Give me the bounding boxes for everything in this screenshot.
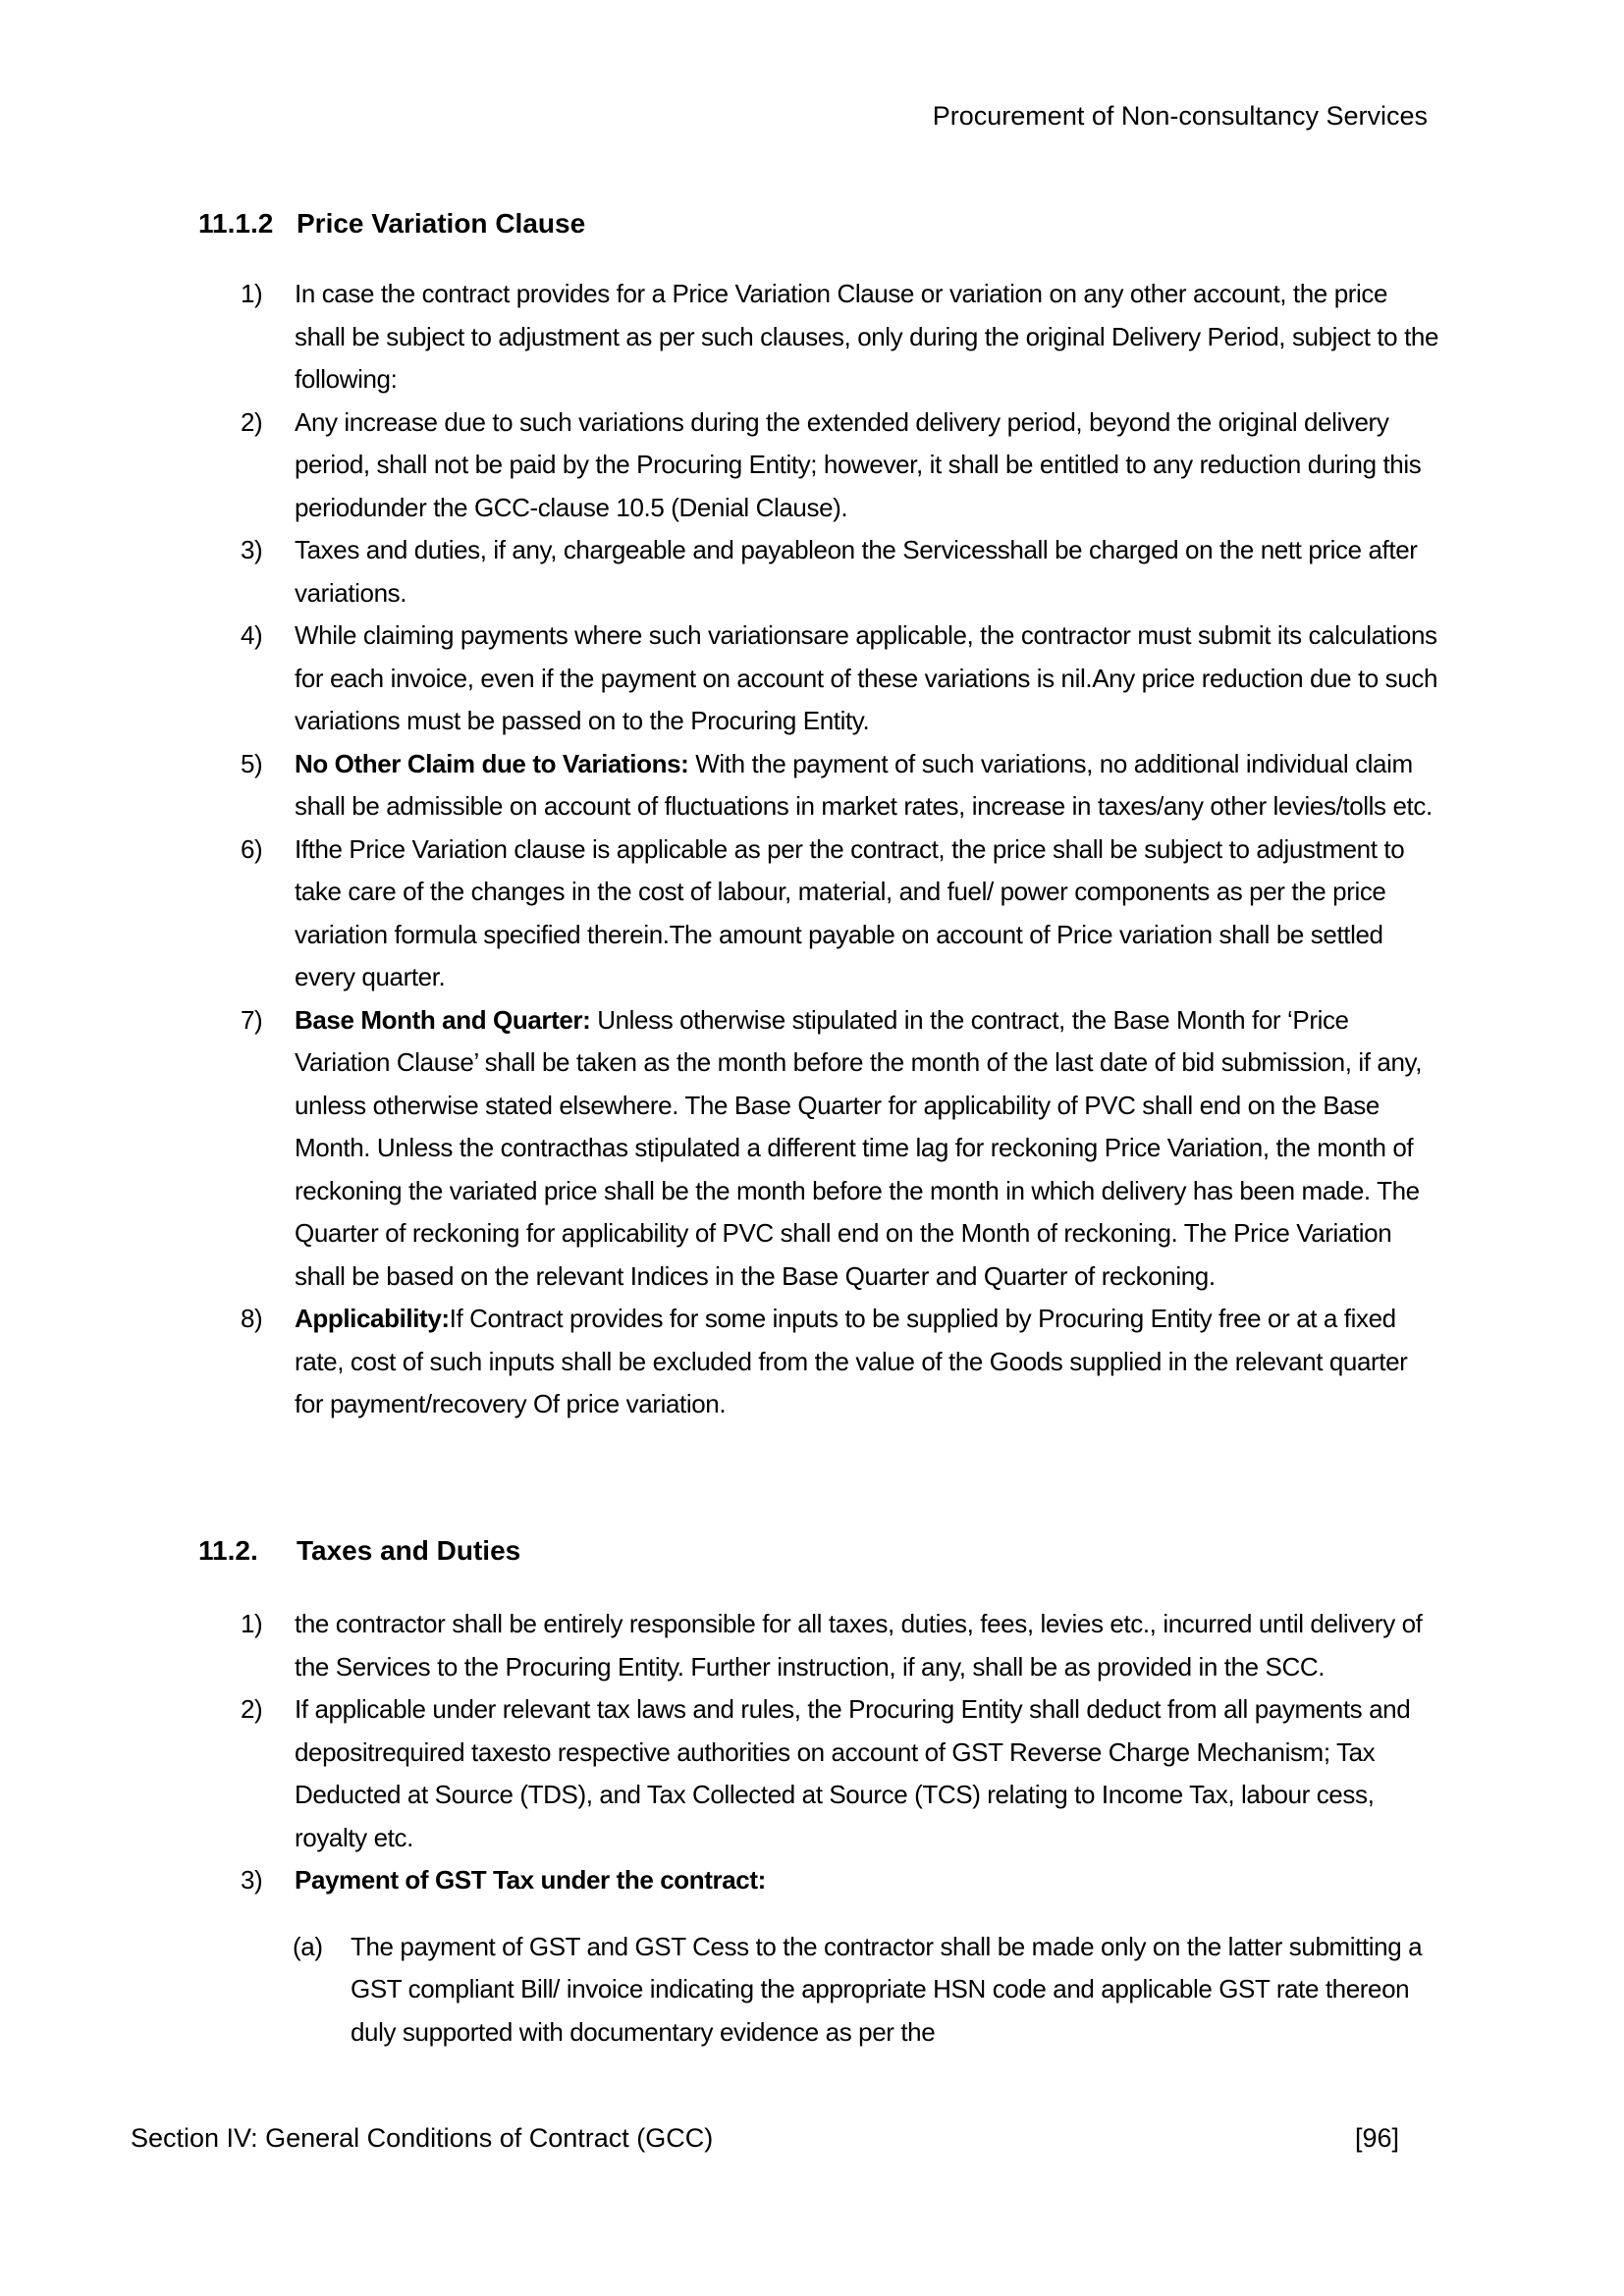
list-item [198,529,1438,614]
item-text: Unless otherwise stipulated in the contract, the Base Month for ‘Price Variation Clause’ shall be taken as the month before the month of the last date of bid submission, if any, unless otherwise stated elsewhere. The Base Quarter for applicability of PVC shall end on the Base Month. Unless the contracthas stipulated a different time lag for reckoning Price Variation, the month of reckoning the variated price shall be the month before the month in which delivery has been made. The Quarter of reckoning for applicability of PVC shall end on the Month of reckoning. The Price Variation shall be based on the relevant Indices in the Base Quarter and Quarter of reckoning. [295,1004,1423,1291]
sub-item-text: The payment of GST and GST Cess to the contractor shall be made only on the latter submitting a GST compliant Bill/ invoice indicating the appropriate HSN code and applicable GST rate thereon duly supported with documentary evidence as per the [351,1931,1423,2047]
section-price-variation-clause [198,202,1438,1426]
item-paragraph [295,743,1438,828]
list-item [198,999,1438,1299]
item-paragraph [295,1688,1438,1859]
item-number: 2) [241,406,263,437]
item-number: 3) [241,535,263,564]
item-paragraph [295,1603,1438,1688]
item-paragraph [295,401,1438,530]
list-item [198,401,1438,530]
section-taxes-and-duties [198,1529,1438,2054]
item-text: While claiming payments where such variationsare applicable, the contractor must submit its calculations for each invoice, even if the payment on account of these variations is nil.Any price reduction due to such variations must be passed on to the Procuring Entity. [295,620,1438,735]
list-item [198,1298,1438,1426]
item-paragraph [295,828,1438,999]
sub-list-item [293,1926,1438,2055]
item-number: 4) [241,620,263,650]
item-text: the contractor shall be entirely responsible for all taxes, duties, fees, levies etc., incurred until delivery of the Services to the Procuring Entity. Further instruction, if any, shall be as provided in the SCC. [295,1609,1423,1682]
item-number: 5) [241,748,263,778]
item-bold-lead: Base Month and Quarter: [295,1004,598,1035]
item-text: If Contract provides for some inputs to be supplied by Procuring Entity free or at a fixed rate, cost of such inputs shall be excluded from the value of the Goods supplied in the relevant quarter for payment/recovery Of price variation. [295,1304,1408,1418]
sub-item-number: (a) [293,1931,323,1961]
section-number: 11.2. [198,1535,258,1566]
item-number: 1) [241,1609,263,1638]
section-heading [198,202,1438,245]
footer-section-label: Section IV: General Conditions of Contract (GCC) [131,2123,714,2153]
item-number: 8) [241,1304,263,1333]
section-title: Taxes and Duties [297,1535,521,1566]
item-paragraph [295,1298,1438,1426]
item-number: 7) [241,1004,263,1035]
item-number: 1) [241,279,263,308]
item-number: 6) [241,833,263,864]
section-number: 11.1.2 [198,208,274,239]
item-text: Taxes and duties, if any, chargeable and payableon the Servicesshall be charged on the nett price after variations. [295,535,1418,608]
section-title: Price Variation Clause [297,208,586,239]
item-paragraph [295,614,1438,743]
page-header-title: Procurement of Non-consultancy Services [932,101,1428,131]
item-text: Ifthe Price Variation clause is applicable as per the contract, the price shall be subject to adjustment to take care of the changes in the cost of labour, material, and fuel/ power components as per the price variation formula specified therein.The amount payable on account of Price variation shall be settled every quarter. [295,833,1405,991]
item-bold-lead: No Other Claim due to Variations: [295,748,696,778]
list-item [198,743,1438,828]
list-item [198,614,1438,743]
sub-list [198,1926,1438,2055]
list-item [198,828,1438,999]
page-number: [96] [1354,2123,1399,2153]
list-item [198,1688,1438,1859]
item-paragraph [295,999,1438,1299]
item-text: If applicable under relevant tax laws and rules, the Procuring Entity shall deduct from all payments and depositrequired taxesto respective authorities on account of GST Reverse Charge Mechanism; Tax Deducted at Source (TDS), and Tax Collected at Source (TCS) relating to Income Tax, labour cess, royalty etc. [295,1694,1411,1852]
list-item [198,273,1438,401]
item-number: 2) [241,1694,263,1724]
item-number: 3) [241,1865,263,1895]
item-paragraph [295,1859,1438,1902]
item-text: Any increase due to such variations during the extended delivery period, beyond the original delivery period, shall not be paid by the Procuring Entity; however, it shall be entitled to any reduction during this periodunder the GCC-clause 10.5 (Denial Clause). [295,406,1422,522]
page-footer [131,2121,1399,2155]
item-bold-lead: Payment of GST Tax under the contract: [295,1865,766,1895]
item-text: With the payment of such variations, no additional individual claim shall be admissible on account of fluctuations in market rates, increase in taxes/any other levies/tolls etc. [295,748,1433,821]
section-heading [198,1529,1438,1573]
item-paragraph [295,529,1438,614]
item-text: In case the contract provides for a Price Variation Clause or variation on any other account, the price shall be subject to adjustment as per such clauses, only during the original Delivery Period, subject to the following: [295,279,1439,394]
list-item [198,1603,1438,1688]
item-paragraph [295,273,1438,401]
list-item [198,1859,1438,1902]
item-bold-lead: Applicability: [295,1304,450,1333]
